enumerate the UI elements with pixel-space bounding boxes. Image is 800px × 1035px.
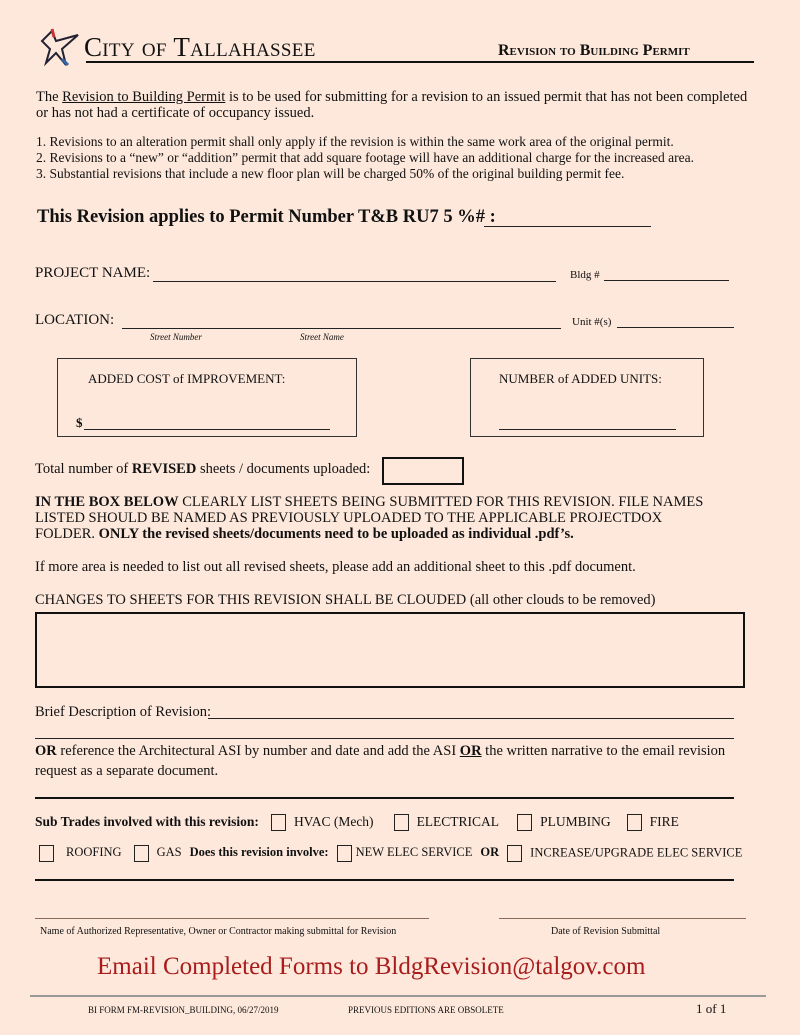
box-instructions-1: IN THE BOX BELOW CLEARLY LIST SHEETS BEING SUBMITTED FOR THIS REVISION. FILE NAMES [35,494,704,510]
intro-text-2: or has not had a certificate of occupancy issued. [36,105,315,121]
representative-name-label: Name of Authorized Representative, Owner or Contractor making submittal for Revision [40,926,397,937]
obsolete-note: PREVIOUS EDITIONS ARE OBSOLETE [348,1005,504,1015]
added-units-box [470,358,704,437]
fire-checkbox[interactable] [627,814,642,831]
email-instruction: Email Completed Forms to BldgRevision@talgov.com [97,953,646,980]
sheets-label: Total number of REVISED sheets / documents uploaded: [35,461,371,477]
submittal-date-field[interactable] [499,918,746,919]
units-label: NUMBER of ADDED UNITS: [499,371,662,386]
rule-1: 1. Revisions to an alteration permit shall only apply if the revision is within the same work area of the original permit. [36,134,674,149]
brief-description-field[interactable] [208,718,734,719]
form-id: BI FORM FM-REVISION_BUILDING, 06/27/2019 [88,1005,279,1015]
unit-label: Unit #(s) [572,316,612,328]
added-units-field[interactable] [499,429,676,430]
clouded-note: CHANGES TO SHEETS FOR THIS REVISION SHALL BE CLOUDED (all other clouds to be removed) [35,592,656,608]
project-name-field[interactable] [153,281,556,282]
box-instructions-3: FOLDER. ONLY the revised sheets/documents need to be uploaded as individual .pdf’s. [35,526,574,542]
bldg-label: Bldg # [570,269,600,281]
asi-note-2: request as a separate document. [35,763,219,779]
sheets-count-field[interactable] [382,457,464,485]
org-name: City of Tallahassee [84,32,316,62]
intro-text: The Revision to Building Permit is to be used for submitting for a revision to an issued permit that has not been completed [36,89,748,105]
gas-checkbox[interactable] [134,845,149,862]
unit-field[interactable] [617,327,734,328]
roofing-checkbox[interactable] [39,845,54,862]
bldg-field[interactable] [604,280,729,281]
more-area-note: If more area is needed to list out all revised sheets, please add an additional sheet to this .pdf document. [35,559,636,575]
added-cost-box [57,358,357,437]
form-title: Revision to Building Permit [498,42,690,59]
permit-number-label: This Revision applies to Permit Number T&B RU7 5 %# : [37,207,496,227]
representative-name-field[interactable] [35,918,429,919]
street-number-caption: Street Number [150,332,202,342]
upgrade-elec-checkbox[interactable] [507,845,522,862]
project-name-label: PROJECT NAME: [35,265,151,281]
new-elec-checkbox[interactable] [337,845,352,862]
permit-number-field[interactable] [484,226,651,227]
street-name-caption: Street Name [300,332,344,342]
dollar-sign: $ [76,415,83,430]
subtrades-row-1: Sub Trades involved with this revision: HVAC (Mech) ELECTRICAL PLUMBING FIRE [35,814,679,831]
brief-description-label: Brief Description of Revision: [35,704,211,720]
rule-3: 3. Substantial revisions that include a new floor plan will be charged 50% of the original building permit fee. [36,166,625,181]
subtrades-row-2: ROOFING GAS Does this revision involve: NEW ELEC SERVICE OR INCREASE/UPGRADE ELEC SERVICE [39,845,742,862]
box-instructions-2: LISTED SHOULD BE NAMED AS PREVIOUSLY UPLOADED TO THE APPLICABLE PROJECTDOX [35,510,663,526]
asi-note: OR reference the Architectural ASI by number and date and add the ASI OR the written narrative to the email revision [35,743,726,759]
location-field[interactable] [122,328,561,329]
submittal-date-label: Date of Revision Submittal [551,926,661,937]
cost-label: ADDED COST of IMPROVEMENT: [88,371,286,386]
added-cost-field[interactable] [84,429,330,430]
plumbing-checkbox[interactable] [517,814,532,831]
revised-sheets-list[interactable] [35,612,745,688]
city-star-logo-icon [40,27,82,67]
page-number: 1 of 1 [696,1001,727,1016]
hvac-checkbox[interactable] [271,814,286,831]
rule-2: 2. Revisions to a “new” or “addition” permit that add square footage will have an additional charge for the increased area. [36,150,694,165]
electrical-checkbox[interactable] [394,814,409,831]
location-label: LOCATION: [35,312,115,328]
